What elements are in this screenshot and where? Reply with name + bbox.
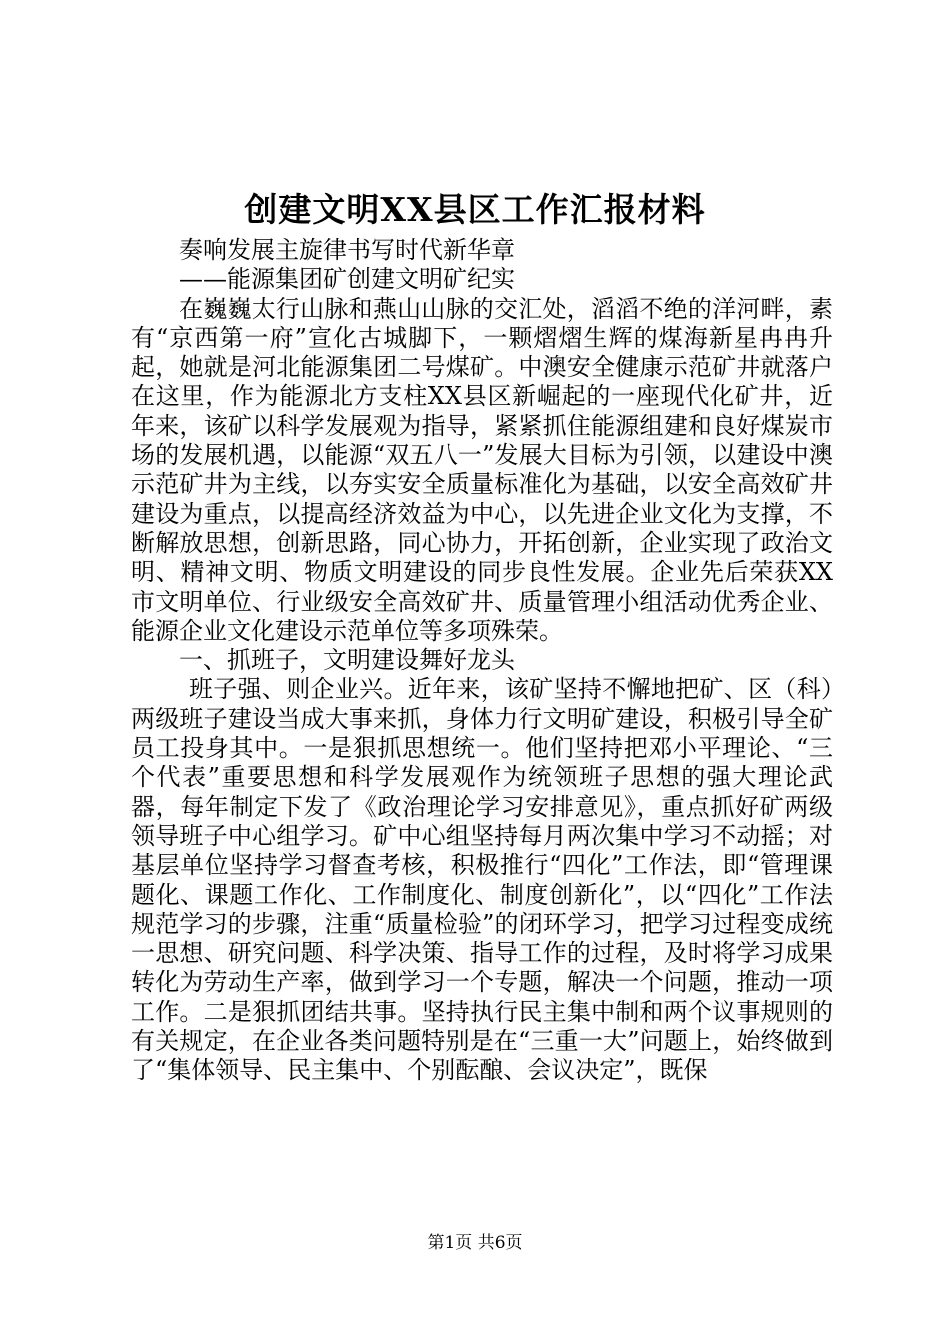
section-paragraph: 班子强、则企业兴。近年来，该矿坚持不懈地把矿、区（科）两级班子建设当成大事来抓，身体力行文明矿建设，积极引导全矿员工投身其中。一是狠抓思想统一。他们坚持把邓小平理论、“三个代表”重要思想和科学发展观作为统领班子思想的强大理论武器，每年制定下发了《政治理论学习安排意见》，重点抓好矿两级领导班子中心组学习。矿中心组坚持每月两次集中学习不动摇；对基层单位坚持学习督查考核，积极推行“四化”工作法，即“管理课题化、课题工作化、工作制度化、制度创新化”，以“四化”工作法规范学习的步骤，注重“质量检验”的闭环学习，把学习过程变成统一思想、研究问题、科学决策、指导工作的过程，及时将学习成果转化为劳动生产率，做到学习一个专题，解决一个问题，推动一项工作。二是狠抓团结共事。坚持执行民主集中制和两个议事规则的有关规定，在企业各类问题特别是在“三重一大”问题上，始终做到了“集体领导、民主集中、个别酝酿、会议决定”，既保 bbox=[131, 675, 833, 1085]
document-title: 创建文明XX县区工作汇报材料 bbox=[244, 190, 706, 229]
document-body bbox=[131, 236, 833, 1086]
page-number: 第1页 共6页 bbox=[427, 1233, 523, 1253]
subtitle-line: 奏响发展主旋律书写时代新华章 bbox=[179, 236, 515, 264]
section-heading: 一、抓班子，文明建设舞好龙头 bbox=[179, 646, 515, 675]
subtitle-dash-line: ——能源集团矿创建文明矿纪实 bbox=[179, 265, 515, 294]
intro-paragraph: 在巍巍太行山脉和燕山山脉的交汇处，滔滔不绝的洋河畔，素有“京西第一府”宣化古城脚下，一颗熠熠生辉的煤海新星冉冉升起，她就是河北能源集团二号煤矿。中澳安全健康示范矿井就落户在这里，作为能源北方支柱XX县区新崛起的一座现代化矿井，近年来，该矿以科学发展观为指导，紧紧抓住能源组建和良好煤炭市场的发展机遇，以能源“双五八一”发展大目标为引领，以建设中澳示范矿井为主线，以夯实安全质量标准化为基础，以安全高效矿井建设为重点，以提高经济效益为中心，以先进企业文化为支撑，不断解放思想，创新思路，同心协力，开拓创新，企业实现了政治文明、精神文明、物质文明建设的同步良性发展。企业先后荣获XX市文明单位、行业级安全高效矿井、质量管理小组活动优秀企业、能源企业文化建设示范单位等多项殊荣。 bbox=[131, 294, 833, 645]
